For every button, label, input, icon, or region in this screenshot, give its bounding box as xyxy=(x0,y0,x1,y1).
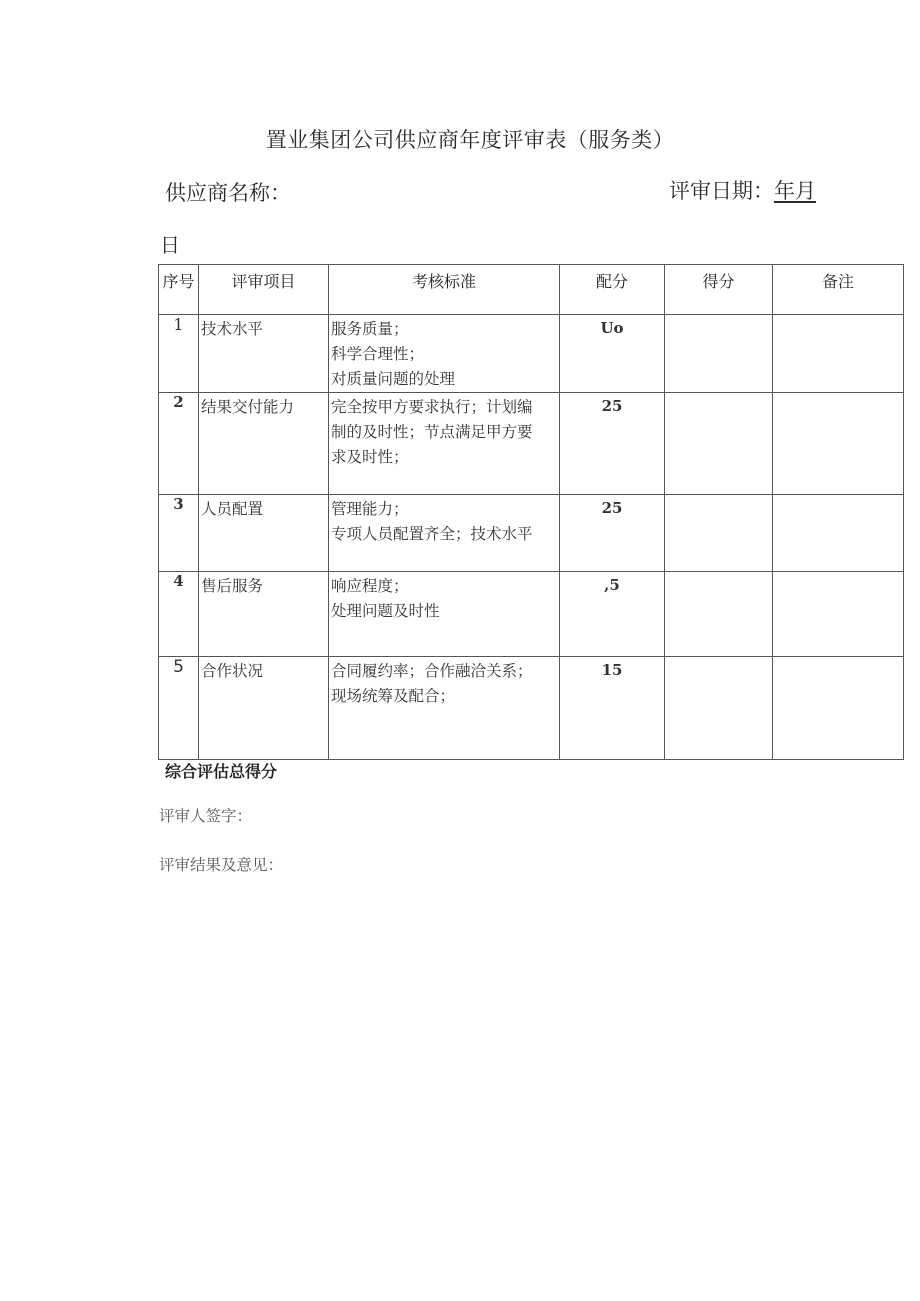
row-score: Uo xyxy=(560,315,665,393)
row-seq: 5 xyxy=(159,657,199,760)
table-row xyxy=(159,315,904,393)
review-opinion-label: 评审结果及意见： xyxy=(159,856,284,874)
row-seq: 4 xyxy=(159,572,199,657)
criteria-line: 合同履约率；合作融洽关系； xyxy=(331,662,533,680)
row-got[interactable] xyxy=(665,315,773,393)
criteria-line: 处理问题及时性 xyxy=(331,602,440,620)
row-item: 售后服务 xyxy=(199,572,329,657)
total-score-label: 综合评估总得分 xyxy=(165,762,278,781)
criteria-line: 制的及时性；节点满足甲方要 xyxy=(331,423,533,441)
review-date-label xyxy=(669,175,816,205)
review-date-prefix: 评审日期： xyxy=(669,179,774,203)
reviewer-signature-label: 评审人签字： xyxy=(159,807,253,825)
criteria-line: 管理能力； xyxy=(331,500,409,518)
criteria-line: 对质量问题的处理 xyxy=(331,370,456,388)
row-got[interactable] xyxy=(665,657,773,760)
row-note[interactable] xyxy=(773,495,904,572)
row-note[interactable] xyxy=(773,393,904,495)
header-seq: 序号 xyxy=(159,265,199,315)
row-note[interactable] xyxy=(773,657,904,760)
header-got: 得分 xyxy=(665,265,773,315)
table-row xyxy=(159,393,904,495)
row-seq: 2 xyxy=(159,393,199,495)
row-got[interactable] xyxy=(665,495,773,572)
table-row xyxy=(159,572,904,657)
row-item: 人员配置 xyxy=(199,495,329,572)
page-title: 置业集团公司供应商年度评审表（服务类） xyxy=(265,128,675,152)
row-score: 25 xyxy=(560,495,665,572)
criteria-line: 专项人员配置齐全；技术水平 xyxy=(331,525,533,543)
supplier-name-label: 供应商名称： xyxy=(165,181,291,205)
row-criteria xyxy=(329,572,560,657)
row-item: 技术水平 xyxy=(199,315,329,393)
review-table xyxy=(158,264,904,760)
row-score: ,5 xyxy=(560,572,665,657)
table-header-row xyxy=(159,265,904,315)
row-got[interactable] xyxy=(665,572,773,657)
criteria-line: 响应程度； xyxy=(331,577,409,595)
table-row xyxy=(159,495,904,572)
header-item: 评审项目 xyxy=(199,265,329,315)
row-note[interactable] xyxy=(773,572,904,657)
header-note: 备注 xyxy=(773,265,904,315)
header-criteria: 考核标准 xyxy=(329,265,560,315)
review-date-day: 日 xyxy=(160,233,180,257)
row-criteria xyxy=(329,657,560,760)
criteria-line: 完全按甲方要求执行；计划编 xyxy=(331,398,533,416)
row-item: 合作状况 xyxy=(199,657,329,760)
table-row xyxy=(159,657,904,760)
row-item: 结果交付能力 xyxy=(199,393,329,495)
row-note[interactable] xyxy=(773,315,904,393)
header-score: 配分 xyxy=(560,265,665,315)
row-score: 15 xyxy=(560,657,665,760)
criteria-line: 求及时性； xyxy=(331,448,409,466)
criteria-line: 科学合理性； xyxy=(331,345,425,363)
row-seq: 3 xyxy=(159,495,199,572)
review-date-year-month: 年月 xyxy=(774,179,816,203)
row-criteria xyxy=(329,495,560,572)
row-score: 25 xyxy=(560,393,665,495)
row-criteria xyxy=(329,315,560,393)
criteria-line: 服务质量； xyxy=(331,320,409,338)
criteria-line: 现场统筹及配合； xyxy=(331,687,456,705)
row-got[interactable] xyxy=(665,393,773,495)
row-criteria xyxy=(329,393,560,495)
row-seq: 1 xyxy=(159,315,199,393)
